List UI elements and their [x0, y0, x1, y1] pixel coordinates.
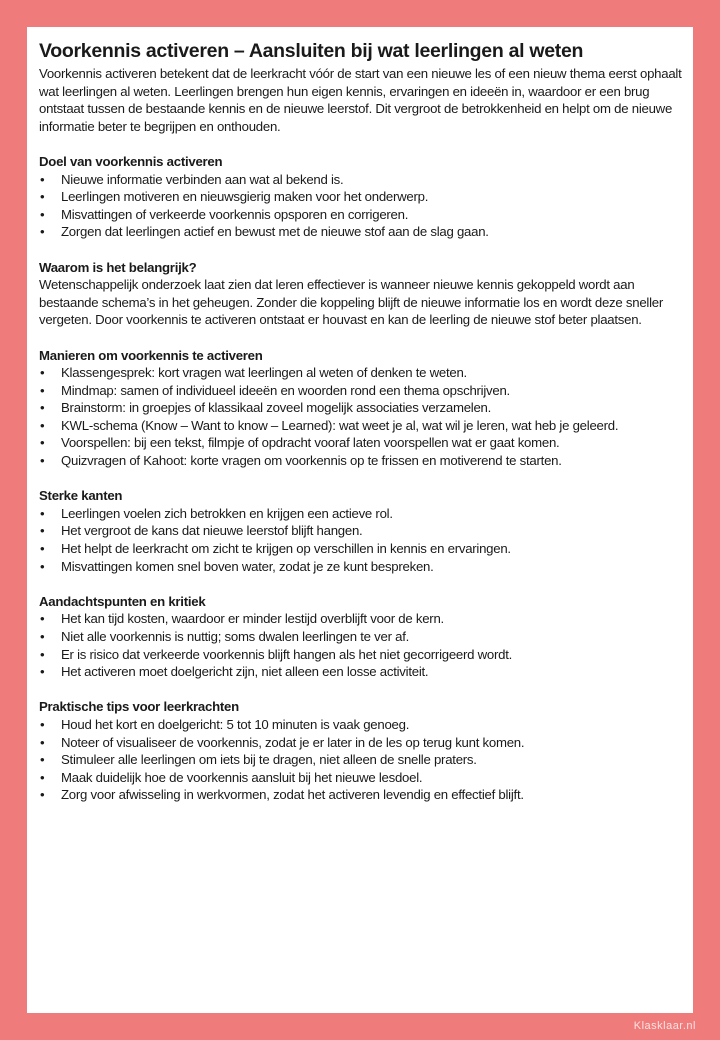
bullet-icon: •: [40, 206, 45, 222]
bullet-icon: •: [40, 716, 45, 732]
bullet-icon: •: [40, 224, 45, 240]
list-item: [39, 188, 687, 206]
bullet-icon: •: [40, 417, 45, 433]
list-item: [39, 417, 687, 435]
section-heading: Praktische tips voor leerkrachten: [39, 699, 239, 715]
list-item: [39, 505, 687, 523]
list-item: [39, 610, 687, 628]
list-item-text: KWL-schema (Know – Want to know – Learned): wat weet je al, wat wil je leren, wat heb je geleerd.: [61, 417, 619, 433]
section-heading: Manieren om voorkennis te activeren: [39, 347, 263, 363]
bullet-icon: •: [40, 523, 45, 539]
document-content: [39, 39, 687, 804]
list-item-text: Er is risico dat verkeerde voorkennis blijft hangen als het niet gecorrigeerd wordt.: [61, 646, 513, 662]
list-item-text: Het helpt de leerkracht om zicht te krijgen op verschillen in kennis en ervaringen.: [61, 541, 511, 557]
list-item: [39, 399, 687, 417]
list-item-text: Maak duidelijk hoe de voorkennis aansluit bij het nieuwe lesdoel.: [61, 769, 423, 785]
bullet-icon: •: [40, 453, 45, 469]
bullet-list: [39, 716, 687, 804]
bullet-icon: •: [40, 664, 45, 680]
section-heading: Aandachtspunten en kritiek: [39, 593, 206, 609]
bullet-icon: •: [40, 365, 45, 381]
section-heading: Sterke kanten: [39, 488, 123, 504]
list-item: [39, 663, 687, 681]
section-heading: Doel van voorkennis activeren: [39, 153, 223, 169]
list-item-text: Klassengesprek: kort vragen wat leerlingen al weten of denken te weten.: [61, 365, 467, 381]
bullet-icon: •: [40, 400, 45, 416]
list-item-text: Leerlingen voelen zich betrokken en krijgen een actieve rol.: [61, 505, 393, 521]
list-item-text: Het vergroot de kans dat nieuwe leerstof blijft hangen.: [61, 523, 363, 539]
list-item: [39, 786, 687, 804]
list-item: [39, 751, 687, 769]
list-item-text: Noteer of visualiseer de voorkennis, zodat je er later in de les op terug kunt komen.: [61, 734, 525, 750]
bullet-icon: •: [40, 435, 45, 451]
list-item: [39, 522, 687, 540]
list-item-text: Nieuwe informatie verbinden aan wat al bekend is.: [61, 171, 344, 187]
list-item-text: Het kan tijd kosten, waardoor er minder lestijd overblijft voor de kern.: [61, 611, 444, 627]
bullet-icon: •: [40, 505, 45, 521]
list-item: [39, 364, 687, 382]
bullet-icon: •: [40, 382, 45, 398]
bullet-icon: •: [40, 541, 45, 557]
list-item: [39, 223, 687, 241]
list-item: [39, 206, 687, 224]
list-item-text: Zorgen dat leerlingen actief en bewust met de nieuwe stof aan de slag gaan.: [61, 224, 489, 240]
bullet-icon: •: [40, 558, 45, 574]
document-page: [27, 27, 693, 1013]
list-item: [39, 434, 687, 452]
list-item: [39, 171, 687, 189]
bullet-icon: •: [40, 734, 45, 750]
bullet-list: [39, 505, 687, 575]
list-item: [39, 646, 687, 664]
bullet-icon: •: [40, 189, 45, 205]
list-item-text: Leerlingen motiveren en nieuwsgierig maken voor het onderwerp.: [61, 189, 429, 205]
page-title: Voorkennis activeren – Aansluiten bij wat leerlingen al weten: [39, 40, 584, 62]
bullet-list: [39, 171, 687, 241]
bullet-icon: •: [40, 769, 45, 785]
list-item: [39, 628, 687, 646]
list-item-text: Misvattingen of verkeerde voorkennis opsporen en corrigeren.: [61, 206, 409, 222]
bullet-icon: •: [40, 611, 45, 627]
list-item-text: Niet alle voorkennis is nuttig; soms dwalen leerlingen te ver af.: [61, 629, 410, 644]
list-item-text: Zorg voor afwisseling in werkvormen, zodat het activeren levendig en effectief blijft.: [61, 787, 524, 803]
list-item: [39, 769, 687, 787]
bullet-icon: •: [40, 752, 45, 768]
list-item-text: Stimuleer alle leerlingen om iets bij te dragen, niet alleen de snelle praters.: [61, 752, 477, 768]
list-item-text: Misvattingen komen snel boven water, zodat je ze kunt bespreken.: [61, 558, 434, 574]
list-item: [39, 452, 687, 470]
list-item-text: Houd het kort en doelgericht: 5 tot 10 minuten is vaak genoeg.: [61, 716, 410, 732]
list-item: [39, 540, 687, 558]
list-item-text: Mindmap: samen of individueel ideeën en woorden rond een thema opschrijven.: [61, 382, 510, 398]
list-item: [39, 558, 687, 576]
intro-paragraph: Voorkennis activeren betekent dat de leerkracht vóór de start van een nieuwe les of een nieuw thema eerst ophaalt wat leerlingen al weten. Leerlingen brengen hun eigen kennis, ervaringen en ideeën in, waardoor er een brug ontstaat tussen de bestaande kennis en de nieuwe leerstof. Dit vergroot de betrokkenheid en helpt om de nieuwe informatie beter te begrijpen en onthouden.: [39, 66, 682, 134]
list-item-text: Voorspellen: bij een tekst, filmpje of opdracht vooraf laten voorspellen wat er gaat komen.: [61, 435, 560, 451]
list-item-text: Quizvragen of Kahoot: korte vragen om voorkennis op te frissen en motiverend te starten.: [61, 453, 562, 469]
list-item: [39, 734, 687, 752]
list-item: [39, 382, 687, 400]
bullet-icon: •: [40, 171, 45, 187]
list-item: [39, 716, 687, 734]
section-paragraph: Wetenschappelijk onderzoek laat zien dat leren effectiever is wanneer nieuwe kennis gekoppeld wordt aan bestaande schema’s in het geheugen. Zonder die koppeling blijft de nieuwe informatie los en wordt deze sneller vergeten. Door voorkennis te activeren ontstaat er houvast en kan de leerling de nieuwe stof beter plaatsen.: [39, 277, 663, 328]
section-heading: Waarom is het belangrijk?: [39, 259, 197, 275]
list-item-text: Brainstorm: in groepjes of klassikaal zoveel mogelijk associaties verzamelen.: [61, 400, 492, 416]
list-item-text: Het activeren moet doelgericht zijn, niet alleen een losse activiteit.: [61, 664, 429, 680]
bullet-icon: •: [40, 787, 45, 803]
bullet-icon: •: [40, 646, 45, 662]
footer-brand: Klasklaar.nl: [633, 1020, 696, 1032]
bullet-icon: •: [40, 629, 45, 644]
bullet-list: [39, 610, 687, 680]
bullet-list: [39, 364, 687, 470]
